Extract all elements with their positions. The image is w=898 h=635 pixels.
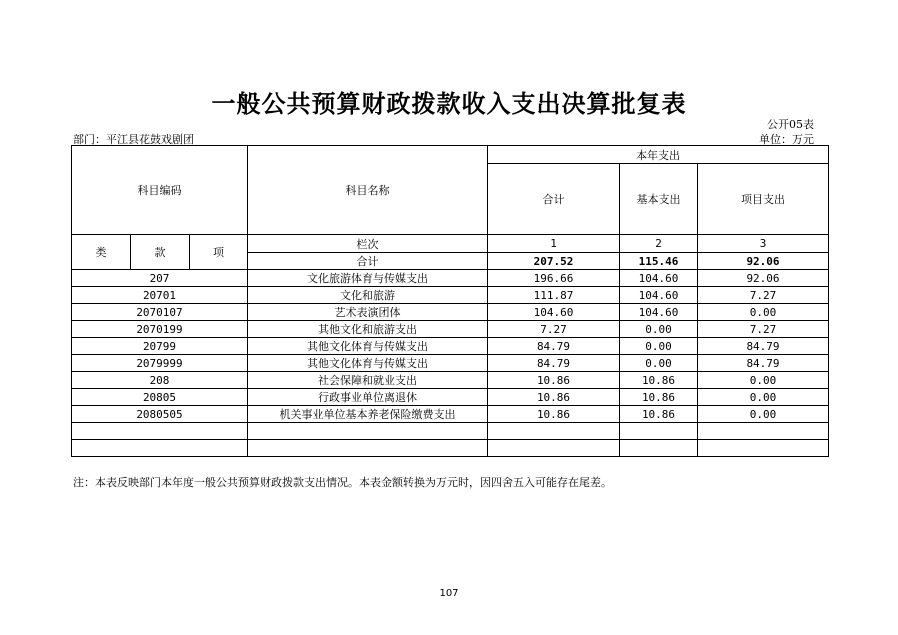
row-code: 207 (72, 270, 248, 287)
row-code: 2079999 (72, 355, 248, 372)
row-basic: 0.00 (620, 321, 698, 338)
budget-table (71, 145, 829, 457)
department-label: 部门：平江县花鼓戏剧团 (73, 133, 194, 146)
row-basic: 104.60 (620, 270, 698, 287)
header-lanci: 栏次 (248, 235, 488, 253)
row-basic: 10.86 (620, 389, 698, 406)
table-row (72, 355, 829, 372)
row-total: 10.86 (488, 372, 620, 389)
row-basic: 104.60 (620, 304, 698, 321)
table-row (72, 338, 829, 355)
empty-cell (72, 423, 248, 440)
row-project: 0.00 (698, 372, 829, 389)
empty-cell (620, 423, 698, 440)
row-name: 文化和旅游 (248, 287, 488, 304)
row-total: 84.79 (488, 338, 620, 355)
empty-cell (620, 440, 698, 457)
row-code: 20805 (72, 389, 248, 406)
page-number: 107 (439, 588, 459, 599)
row-total: 7.27 (488, 321, 620, 338)
row-project: 84.79 (698, 338, 829, 355)
unit-label: 单位：万元 (759, 133, 814, 146)
row-project: 92.06 (698, 270, 829, 287)
row-name: 其他文化和旅游支出 (248, 321, 488, 338)
total-project: 92.06 (698, 253, 829, 270)
empty-cell (248, 423, 488, 440)
empty-row (72, 440, 829, 457)
row-basic: 0.00 (620, 355, 698, 372)
empty-cell (488, 423, 620, 440)
row-basic: 0.00 (620, 338, 698, 355)
header-basic: 基本支出 (620, 164, 698, 235)
header-kuan: 款 (131, 235, 190, 270)
row-code: 20701 (72, 287, 248, 304)
row-total: 84.79 (488, 355, 620, 372)
empty-cell (698, 440, 829, 457)
header-name: 科目名称 (248, 146, 488, 235)
col-index-1: 1 (488, 235, 620, 253)
row-basic: 10.86 (620, 372, 698, 389)
row-total: 10.86 (488, 389, 620, 406)
row-name: 其他文化体育与传媒支出 (248, 355, 488, 372)
row-project: 84.79 (698, 355, 829, 372)
header-total: 合计 (488, 164, 620, 235)
row-project: 0.00 (698, 406, 829, 423)
total-label: 合计 (248, 253, 488, 270)
row-code: 2080505 (72, 406, 248, 423)
row-code: 2070199 (72, 321, 248, 338)
total-sum: 207.52 (488, 253, 620, 270)
table-row (72, 321, 829, 338)
table-row (72, 287, 829, 304)
row-name: 其他文化体育与传媒支出 (248, 338, 488, 355)
header-current-year: 本年支出 (488, 146, 829, 164)
header-code: 科目编码 (72, 146, 248, 235)
table-row (72, 406, 829, 423)
header-project: 项目支出 (698, 164, 829, 235)
row-project: 0.00 (698, 389, 829, 406)
table-row (72, 270, 829, 287)
row-name: 行政事业单位离退休 (248, 389, 488, 406)
empty-cell (698, 423, 829, 440)
row-name: 机关事业单位基本养老保险缴费支出 (248, 406, 488, 423)
row-name: 艺术表演团体 (248, 304, 488, 321)
footnote: 注：本表反映部门本年度一般公共预算财政拨款支出情况。本表金额转换为万元时，因四舍五入可能存在尾差。 (73, 476, 612, 489)
row-basic: 104.60 (620, 287, 698, 304)
empty-cell (488, 440, 620, 457)
row-project: 0.00 (698, 304, 829, 321)
row-total: 104.60 (488, 304, 620, 321)
row-total: 111.87 (488, 287, 620, 304)
total-basic: 115.46 (620, 253, 698, 270)
col-index-2: 2 (620, 235, 698, 253)
table-row (72, 372, 829, 389)
row-project: 7.27 (698, 287, 829, 304)
empty-cell (72, 440, 248, 457)
table-row (72, 389, 829, 406)
row-code: 2070107 (72, 304, 248, 321)
row-project: 7.27 (698, 321, 829, 338)
empty-cell (248, 440, 488, 457)
row-name: 文化旅游体育与传媒支出 (248, 270, 488, 287)
row-total: 10.86 (488, 406, 620, 423)
empty-row (72, 423, 829, 440)
row-code: 20799 (72, 338, 248, 355)
page-title: 一般公共预算财政拨款收入支出决算批复表 (211, 90, 687, 118)
header-xiang: 项 (190, 235, 248, 270)
header-lei: 类 (72, 235, 131, 270)
row-name: 社会保障和就业支出 (248, 372, 488, 389)
row-total: 196.66 (488, 270, 620, 287)
row-basic: 10.86 (620, 406, 698, 423)
row-code: 208 (72, 372, 248, 389)
table-row (72, 304, 829, 321)
form-number: 公开05表 (767, 118, 814, 131)
col-index-3: 3 (698, 235, 829, 253)
